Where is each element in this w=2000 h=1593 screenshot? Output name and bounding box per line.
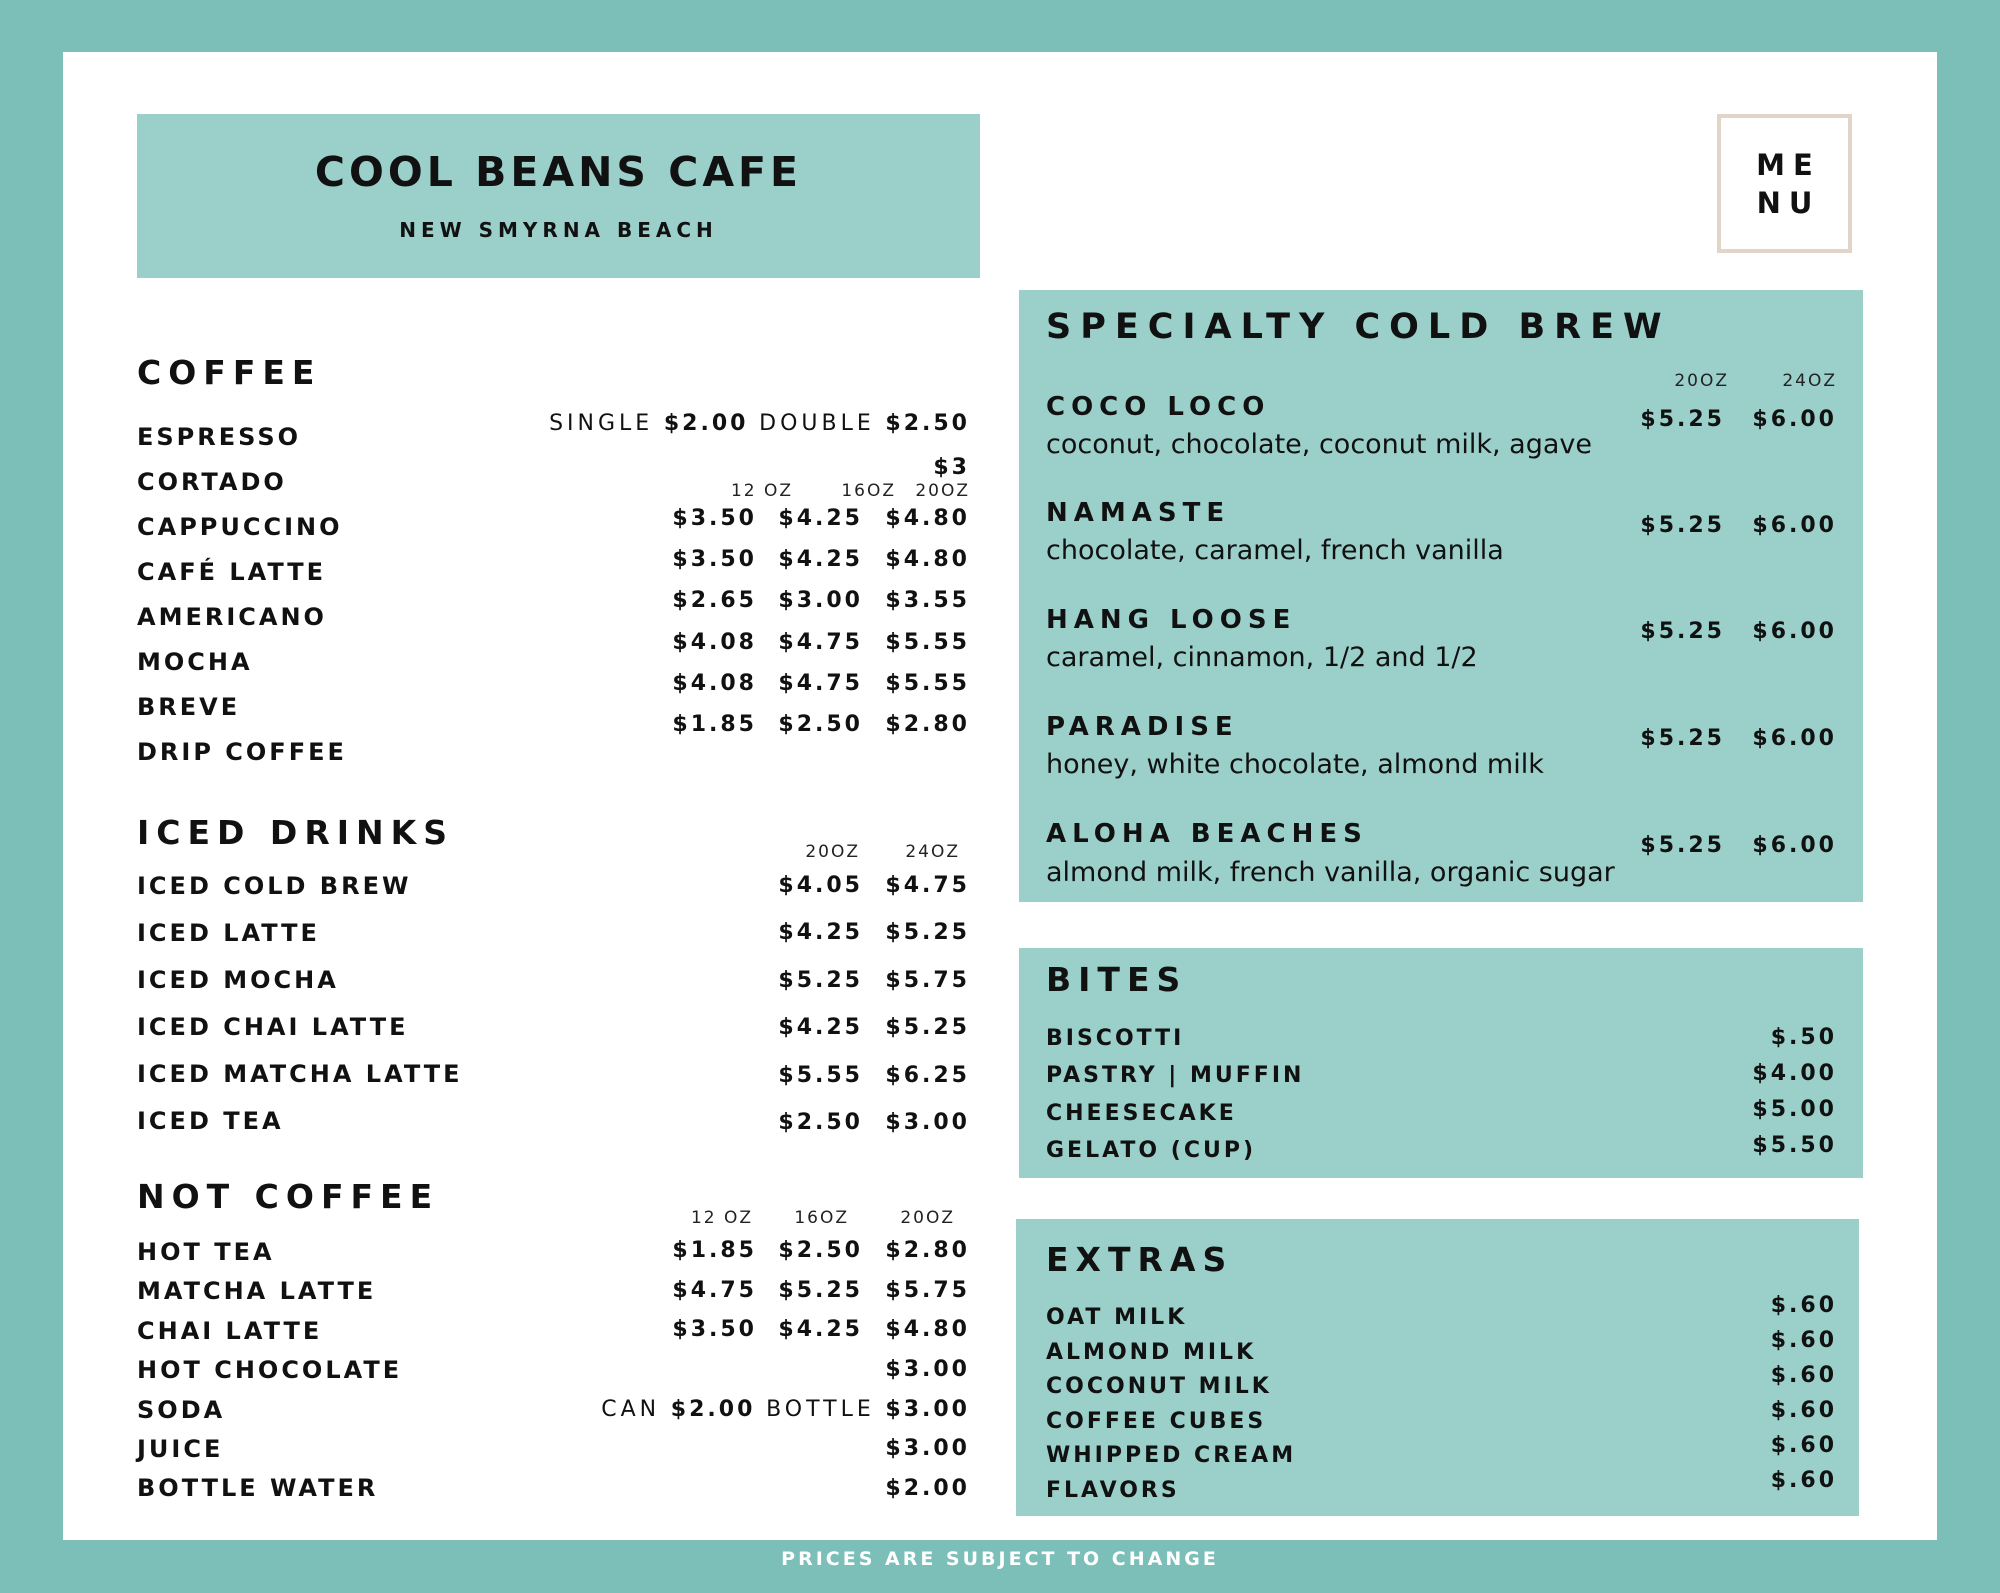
menu-item-description: honey, white chocolate, almond milk xyxy=(1046,749,1544,780)
iced-section-title: ICED DRINKS xyxy=(137,813,454,852)
bites-section-title: BITES xyxy=(1046,960,1188,999)
menu-item-name: GELATO (CUP) xyxy=(1046,1138,1257,1163)
menu-item-name: BISCOTTI xyxy=(1046,1026,1185,1051)
cold-brew-panel xyxy=(1019,290,1863,902)
menu-item-price: $5.25 xyxy=(778,968,863,993)
menu-item-price: $5.25 xyxy=(885,1015,970,1040)
menu-item-price: $4.05 xyxy=(778,873,863,898)
menu-item-price: $.60 xyxy=(1770,1328,1837,1353)
menu-item-price: $5.25 xyxy=(1640,407,1725,432)
menu-item-price: $.60 xyxy=(1770,1293,1837,1318)
menu-item-price: $3.50 xyxy=(672,1317,757,1342)
menu-item-description: caramel, cinnamon, 1/2 and 1/2 xyxy=(1046,642,1478,673)
menu-item-price: $6.00 xyxy=(1752,619,1837,644)
menu-item-price: $5.75 xyxy=(885,1278,970,1303)
coffee-size-16: 16OZ xyxy=(841,481,896,501)
menu-item-name: COCO LOCO xyxy=(1046,392,1271,422)
extras-section-title: EXTRAS xyxy=(1046,1240,1234,1279)
menu-item-price: $6.00 xyxy=(1752,407,1837,432)
menu-badge-text: ME NU xyxy=(1756,148,1821,220)
menu-item-price: $5.25 xyxy=(778,1278,863,1303)
menu-item-name: SODA xyxy=(137,1396,226,1424)
menu-item-name: JUICE xyxy=(137,1435,224,1463)
menu-item-name: NAMASTE xyxy=(1046,498,1231,528)
menu-item-name: ICED TEA xyxy=(137,1107,284,1135)
menu-item-description: chocolate, caramel, french vanilla xyxy=(1046,535,1504,566)
menu-item-price: $5.50 xyxy=(1752,1133,1837,1158)
cortado-price: $3 xyxy=(933,455,970,480)
menu-item-name: HOT CHOCOLATE xyxy=(137,1356,403,1384)
menu-item-name: PASTRY | MUFFIN xyxy=(1046,1063,1305,1088)
menu-item-price: $2.00 xyxy=(885,1476,970,1501)
menu-item-price: $1.85 xyxy=(672,1238,757,1263)
menu-item-price: $4.75 xyxy=(672,1278,757,1303)
menu-item-price: $5.25 xyxy=(1640,619,1725,644)
menu-item-price: $4.80 xyxy=(885,547,970,572)
price-disclaimer: PRICES ARE SUBJECT TO CHANGE xyxy=(781,1548,1219,1570)
menu-badge xyxy=(1717,114,1852,253)
menu-item-name: DRIP COFFEE xyxy=(137,738,347,766)
menu-item-name: BOTTLE WATER xyxy=(137,1474,379,1502)
menu-item-price: $2.50 xyxy=(778,1238,863,1263)
iced-size-20: 20OZ xyxy=(805,842,860,862)
menu-item-name: HANG LOOSE xyxy=(1046,605,1297,635)
menu-item-price: $5.25 xyxy=(1640,833,1725,858)
menu-item-name: BREVE xyxy=(137,693,241,721)
menu-item-description: coconut, chocolate, coconut milk, agave xyxy=(1046,429,1592,460)
menu-item-price: $6.00 xyxy=(1752,833,1837,858)
menu-item-price: $1.85 xyxy=(672,712,757,737)
menu-item-name: ICED MOCHA xyxy=(137,966,339,994)
menu-item-price: $4.25 xyxy=(778,1317,863,1342)
menu-item-price: $3.50 xyxy=(672,547,757,572)
menu-item-price: $4.25 xyxy=(778,1015,863,1040)
soda-prices: CAN $2.00 BOTTLE $3.00 xyxy=(601,1397,970,1422)
menu-item-price: $4.80 xyxy=(885,1317,970,1342)
menu-item-name: PARADISE xyxy=(1046,712,1239,742)
menu-item-price: $3.00 xyxy=(885,1436,970,1461)
menu-item-price: $6.00 xyxy=(1752,513,1837,538)
not-coffee-section-title: NOT COFFEE xyxy=(137,1177,440,1216)
menu-item-price: $3.00 xyxy=(885,1110,970,1135)
menu-item-price: $2.50 xyxy=(778,1110,863,1135)
menu-item-name: COFFEE CUBES xyxy=(1046,1409,1267,1434)
menu-item-name: OAT MILK xyxy=(1046,1305,1188,1330)
menu-item-price: $2.80 xyxy=(885,1238,970,1263)
menu-item-name: CHEESECAKE xyxy=(1046,1101,1237,1126)
menu-item-price: $6.00 xyxy=(1752,726,1837,751)
menu-item-price: $3.00 xyxy=(885,1357,970,1382)
menu-item-name: WHIPPED CREAM xyxy=(1046,1443,1297,1468)
coffee-section-title: COFFEE xyxy=(137,353,322,392)
menu-item-price: $3.55 xyxy=(885,588,970,613)
menu-item-name: ALMOND MILK xyxy=(1046,1340,1257,1365)
menu-item-name: ICED LATTE xyxy=(137,919,320,947)
menu-item-name: CHAI LATTE xyxy=(137,1317,323,1345)
menu-item-price: $4.80 xyxy=(885,506,970,531)
menu-item-name: ALOHA BEACHES xyxy=(1046,819,1368,849)
coffee-size-20: 20OZ xyxy=(915,481,970,501)
menu-item-price: $2.65 xyxy=(672,588,757,613)
menu-item-price: $.50 xyxy=(1770,1025,1837,1050)
cold-brew-section-title: SPECIALTY COLD BREW xyxy=(1046,307,1671,347)
not-coffee-size-20: 20OZ xyxy=(900,1208,955,1228)
menu-item-price: $5.75 xyxy=(885,968,970,993)
menu-item-description: almond milk, french vanilla, organic sugar xyxy=(1046,857,1615,888)
menu-item-price: $5.55 xyxy=(885,671,970,696)
menu-item-price: $.60 xyxy=(1770,1433,1837,1458)
cafe-header xyxy=(137,114,980,278)
menu-item-price: $4.75 xyxy=(778,671,863,696)
menu-item-price: $4.25 xyxy=(778,547,863,572)
menu-item-price: $.60 xyxy=(1770,1468,1837,1493)
espresso-prices: SINGLE $2.00 DOUBLE $2.50 xyxy=(549,411,970,436)
menu-item-price: $5.25 xyxy=(1640,726,1725,751)
menu-item-price: $4.75 xyxy=(778,630,863,655)
menu-item-name: MATCHA LATTE xyxy=(137,1277,377,1305)
not-coffee-size-16: 16OZ xyxy=(794,1208,849,1228)
menu-item-price: $4.00 xyxy=(1752,1061,1837,1086)
menu-item-price: $4.08 xyxy=(672,630,757,655)
cafe-name: COOL BEANS CAFE xyxy=(314,148,803,196)
menu-item-price: $4.25 xyxy=(778,920,863,945)
cafe-location: NEW SMYRNA BEACH xyxy=(399,218,718,242)
cortado-name: CORTADO xyxy=(137,468,287,496)
menu-item-name: COCONUT MILK xyxy=(1046,1374,1272,1399)
menu-item-price: $.60 xyxy=(1770,1398,1837,1423)
menu-item-price: $3.50 xyxy=(672,506,757,531)
menu-item-price: $4.25 xyxy=(778,506,863,531)
cold-brew-size-24: 24OZ xyxy=(1782,371,1837,391)
menu-item-price: $5.55 xyxy=(885,630,970,655)
menu-item-name: AMERICANO xyxy=(137,603,327,631)
menu-item-price: $5.00 xyxy=(1752,1097,1837,1122)
menu-item-price: $4.75 xyxy=(885,873,970,898)
menu-item-price: $.60 xyxy=(1770,1363,1837,1388)
not-coffee-size-12: 12 OZ xyxy=(690,1208,753,1228)
menu-item-price: $5.25 xyxy=(885,920,970,945)
menu-item-name: CAFÉ LATTE xyxy=(137,558,327,586)
menu-item-price: $3.00 xyxy=(778,588,863,613)
menu-item-name: ICED CHAI LATTE xyxy=(137,1013,409,1041)
menu-item-name: HOT TEA xyxy=(137,1238,275,1266)
espresso-name: ESPRESSO xyxy=(137,423,302,451)
menu-item-price: $5.55 xyxy=(778,1063,863,1088)
coffee-size-12: 12 OZ xyxy=(730,481,793,501)
iced-size-24: 24OZ xyxy=(905,842,960,862)
menu-item-name: MOCHA xyxy=(137,648,253,676)
menu-item-price: $4.08 xyxy=(672,671,757,696)
menu-item-name: ICED COLD BREW xyxy=(137,872,412,900)
menu-item-price: $2.50 xyxy=(778,712,863,737)
menu-item-price: $6.25 xyxy=(885,1063,970,1088)
menu-item-name: ICED MATCHA LATTE xyxy=(137,1060,463,1088)
menu-item-name: FLAVORS xyxy=(1046,1478,1180,1503)
cold-brew-size-20: 20OZ xyxy=(1674,371,1729,391)
menu-item-price: $5.25 xyxy=(1640,513,1725,538)
menu-item-price: $2.80 xyxy=(885,712,970,737)
menu-item-name: CAPPUCCINO xyxy=(137,513,343,541)
